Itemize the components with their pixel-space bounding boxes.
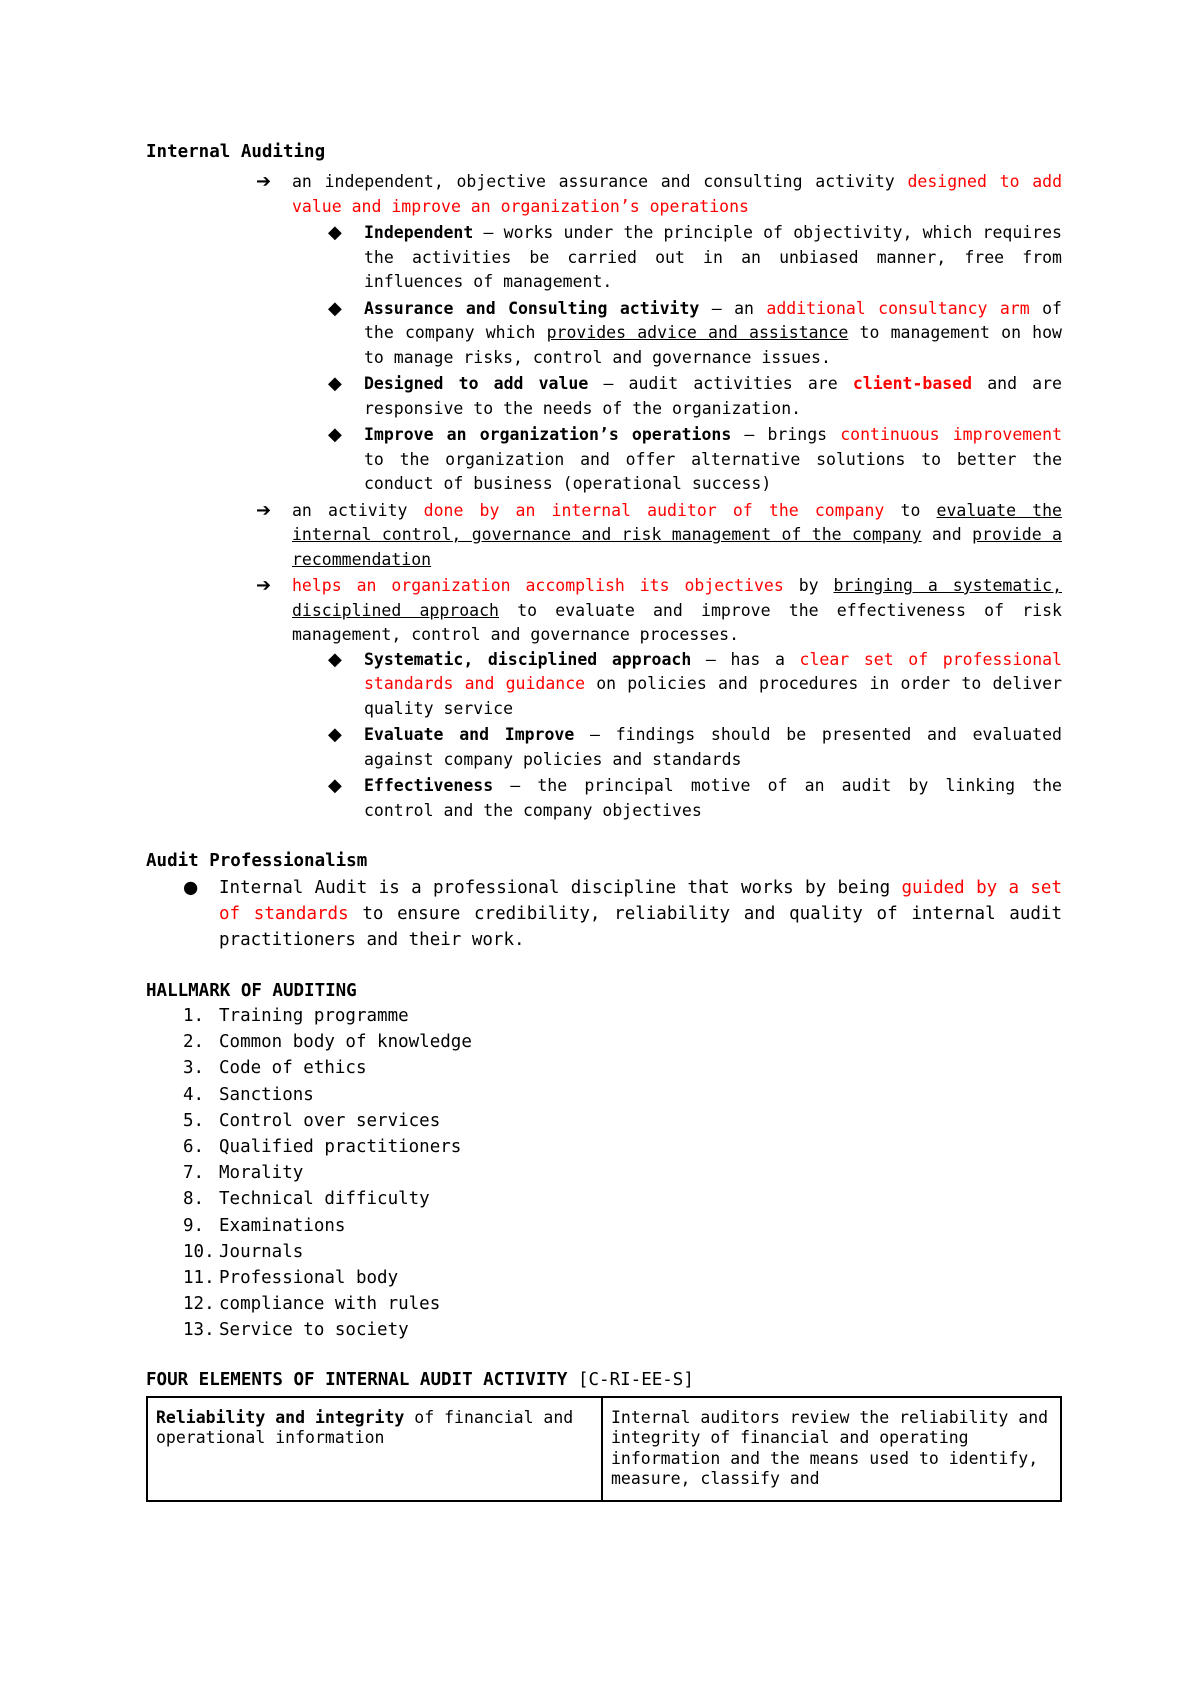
list-number: 5. <box>183 1110 205 1131</box>
list-number: 3. <box>183 1058 205 1079</box>
bullet-icon: ● <box>183 878 199 898</box>
list-text: Sanctions <box>219 1084 314 1105</box>
list-text: Service to society <box>219 1320 409 1341</box>
list-text: Professional body <box>219 1268 399 1289</box>
table-cell-element: Reliability and integrity of financial and operational information <box>147 1397 602 1501</box>
bullet-paragraph: ● Internal Audit is a professional discipline that works by being guided by a set of standards to ensure credibility, reliability and quality of internal audit practitioners and their work. <box>219 875 1062 953</box>
list-number: 9. <box>183 1215 205 1236</box>
diamond-icon: ◆ <box>328 775 342 796</box>
list-text: Technical difficulty <box>219 1189 430 1210</box>
list-item <box>146 1291 1062 1317</box>
diamond-icon: ◆ <box>328 373 342 394</box>
heading-audit-professionalism: Audit Professionalism <box>146 851 368 871</box>
list-item <box>146 1134 1062 1160</box>
list-item <box>146 1003 1062 1029</box>
elements-table <box>146 1396 1062 1502</box>
heading-four-elements: FOUR ELEMENTS OF INTERNAL AUDIT ACTIVITY [C-RI-EE-S] <box>146 1369 694 1390</box>
list-text: Morality <box>219 1163 304 1184</box>
arrow-paragraph-3: ➔ helps an organization accomplish its objectives by bringing a systematic, disciplined approach to evaluate and improve the effectiveness of risk management, control and governance processes. <box>256 575 1063 644</box>
list-item <box>146 1265 1062 1291</box>
diamond-item-designed: ◆ Designed to add value – audit activities are client-based and are responsive to the needs of the organization. <box>328 373 1062 418</box>
list-number: 6. <box>183 1137 205 1158</box>
list-number: 8. <box>183 1189 205 1210</box>
diamond-icon: ◆ <box>328 724 342 745</box>
list-number: 11. <box>183 1268 215 1289</box>
arrow-icon: ➔ <box>256 575 272 596</box>
heading-internal-auditing: Internal Auditing <box>146 142 326 162</box>
list-number: 2. <box>183 1032 205 1053</box>
list-number: 1. <box>183 1006 205 1026</box>
list-item <box>146 1082 1062 1108</box>
list-text: Common body of knowledge <box>219 1032 472 1053</box>
document-page <box>146 140 1062 1502</box>
list-text: Training programme <box>219 1006 409 1026</box>
list-text: Control over services <box>219 1110 441 1131</box>
list-text: Journals <box>219 1241 304 1262</box>
list-item <box>146 1029 1062 1055</box>
list-item <box>146 1317 1062 1343</box>
list-item <box>146 1239 1062 1265</box>
diamond-icon: ◆ <box>328 222 342 243</box>
table-row <box>147 1397 1061 1501</box>
list-item <box>146 1055 1062 1081</box>
diamond-icon: ◆ <box>328 648 342 670</box>
list-number: 10. <box>183 1241 215 1262</box>
list-number: 7. <box>183 1163 205 1184</box>
list-text: Qualified practitioners <box>219 1137 462 1158</box>
diamond-item-independent: ◆ Independent – works under the principle of objectivity, which requires the activities be carried out in an unbiased manner, free from influences of management. <box>328 222 1062 291</box>
list-text: Examinations <box>219 1215 346 1236</box>
list-text: compliance with rules <box>219 1294 441 1315</box>
diamond-item-assurance: ◆ Assurance and Consulting activity – an additional consultancy arm of the company which provides advice and assistance to management on how to manage risks, control and governance issues. <box>328 297 1062 367</box>
list-number: 13. <box>183 1320 215 1341</box>
diamond-item-evaluate: ◆ Evaluate and Improve – findings should be presented and evaluated against company policies and standards <box>328 724 1062 769</box>
arrow-paragraph-2: ➔ an activity done by an internal auditor of the company to evaluate the internal control, governance and risk management of the company and provide a recommendation <box>256 499 1062 569</box>
list-item <box>146 1186 1062 1212</box>
heading-hallmark: HALLMARK OF AUDITING <box>146 981 357 1001</box>
list-item <box>146 1213 1062 1239</box>
diamond-item-improve: ◆ Improve an organization’s operations – brings continuous improvement to the organization and offer alternative solutions to better the conduct of business (operational success) <box>328 424 1063 493</box>
hallmark-list <box>146 1003 1062 1344</box>
diamond-item-effectiveness: ◆ Effectiveness – the principal motive of an audit by linking the control and the company objectives <box>328 775 1062 820</box>
list-number: 12. <box>183 1294 215 1315</box>
table-cell-description: Internal auditors review the reliability and integrity of financial and operating information and the means used to identify, measure, classify and <box>602 1397 1061 1501</box>
list-item <box>146 1108 1062 1134</box>
list-number: 4. <box>183 1084 205 1105</box>
list-item <box>146 1160 1062 1186</box>
diamond-icon: ◆ <box>328 424 342 445</box>
list-text: Code of ethics <box>219 1058 367 1079</box>
arrow-paragraph-1: ➔ an independent, objective assurance and consulting activity designed to add value and improve an organization’s operations <box>256 171 1063 216</box>
diamond-item-systematic: ◆ Systematic, disciplined approach – has a clear set of professional standards and guidance on policies and procedures in order to deliver quality service <box>328 648 1063 718</box>
diamond-icon: ◆ <box>328 297 342 319</box>
arrow-icon: ➔ <box>256 499 272 521</box>
arrow-icon: ➔ <box>256 171 272 192</box>
